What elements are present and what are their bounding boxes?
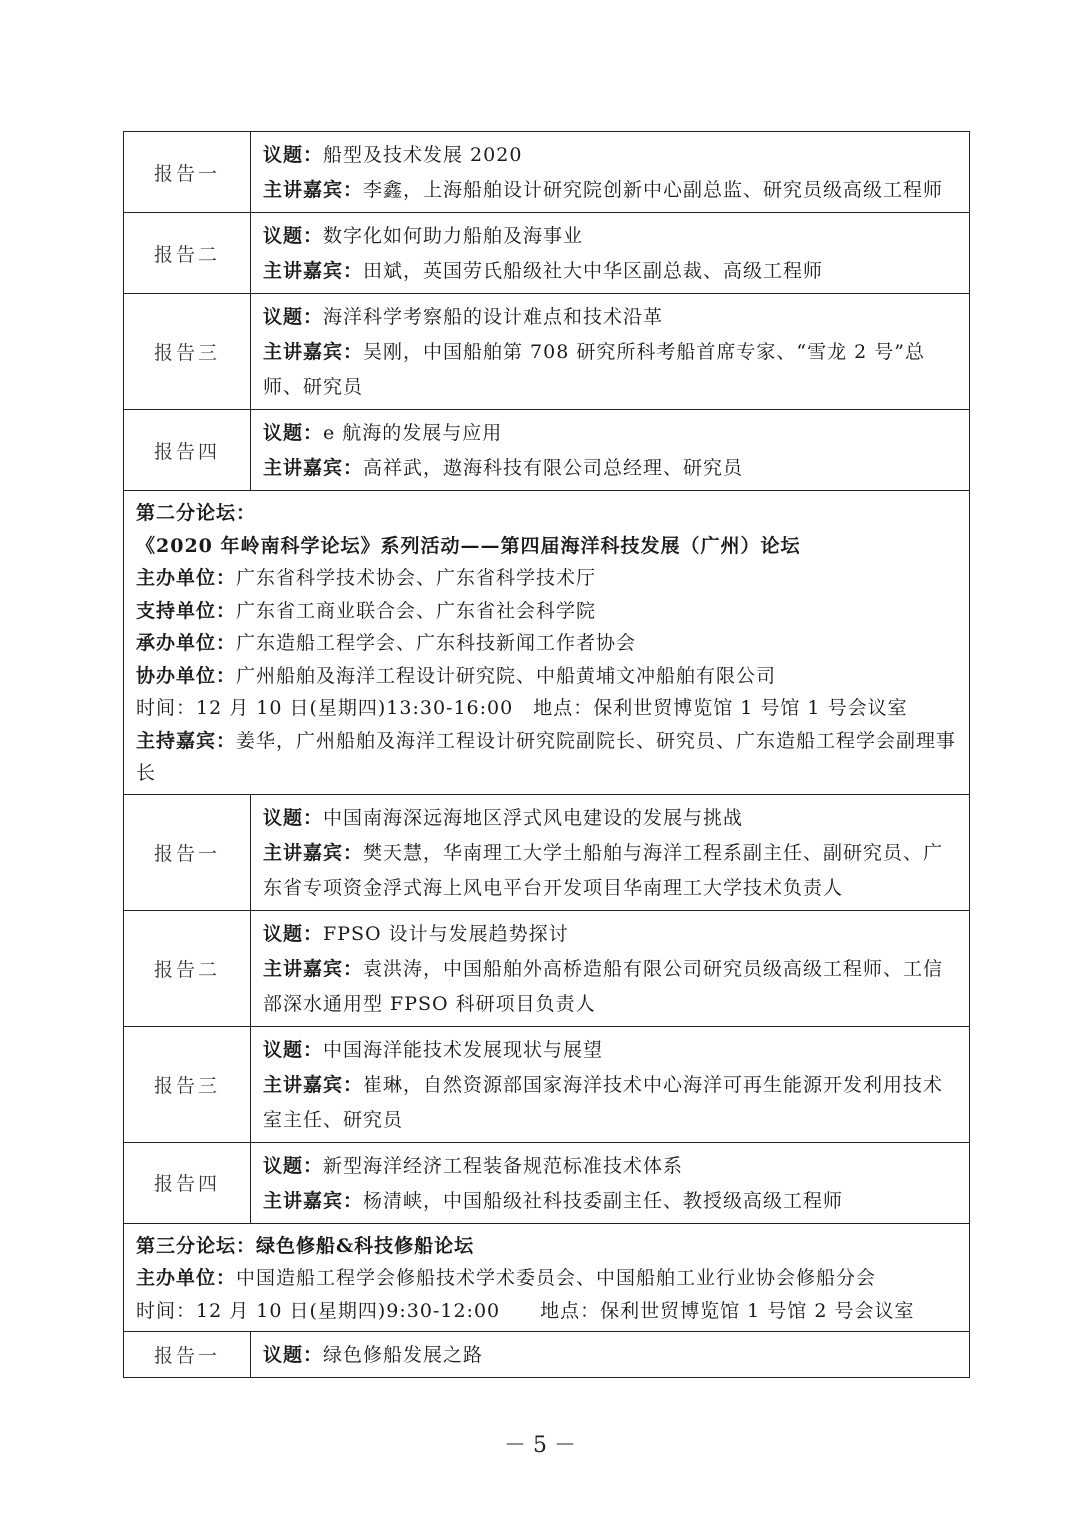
forum-subtitle: 《2020 年岭南科学论坛》系列活动——第四届海洋科技发展（广州）论坛 bbox=[136, 534, 801, 557]
speaker-line bbox=[263, 952, 961, 1022]
speaker-text: 杨清峡，中国船级社科技委副主任、教授级高级工程师 bbox=[363, 1189, 844, 1212]
topic-label: 议题： bbox=[263, 422, 324, 444]
topic-text: 绿色修船发展之路 bbox=[323, 1344, 484, 1366]
table-row bbox=[124, 410, 969, 491]
speaker-line bbox=[263, 1184, 961, 1219]
report-label: 报告三 bbox=[124, 1027, 251, 1142]
organizer-label: 主办单位： bbox=[136, 1267, 237, 1289]
table-row bbox=[124, 213, 969, 294]
report-label: 报告一 bbox=[124, 795, 251, 910]
organizer-line bbox=[136, 562, 959, 595]
speaker-label: 主讲嘉宾： bbox=[263, 1073, 364, 1096]
topic-line bbox=[263, 801, 961, 836]
topic-line bbox=[263, 1149, 961, 1184]
report-content bbox=[251, 410, 969, 490]
forum3-info bbox=[124, 1224, 924, 1332]
topic-label: 议题： bbox=[263, 1344, 324, 1366]
topic-line bbox=[263, 416, 961, 451]
report-content bbox=[251, 294, 969, 409]
co-organizer-text: 广州船舶及海洋工程设计研究院、中船黄埔文冲船舶有限公司 bbox=[236, 664, 777, 687]
report-content bbox=[251, 795, 969, 910]
supporter-line bbox=[136, 595, 959, 628]
organizer-text: 中国造船工程学会修船技术学术委员会、中国船舶工业行业协会修船分会 bbox=[236, 1267, 877, 1289]
topic-text: 海洋科学考察船的设计难点和技术沿革 bbox=[323, 306, 664, 328]
speaker-line bbox=[263, 335, 961, 405]
speaker-text: 袁洪涛，中国船舶外高桥造船有限公司研究员级高级工程师、工信部深水通用型 FPSO 科研项目负责人 bbox=[263, 957, 944, 1015]
report-label: 报告二 bbox=[124, 213, 251, 293]
topic-label: 议题： bbox=[263, 806, 324, 829]
topic-line bbox=[263, 917, 961, 952]
forum-heading: 第三分论坛：绿色修船&科技修船论坛 bbox=[136, 1234, 475, 1257]
time-place-line: 时间：12 月 10 日(星期四)13:30-16:00 地点：保利世贸博览馆 1 号馆 1 号会议室 bbox=[136, 697, 908, 719]
topic-label: 议题： bbox=[263, 225, 324, 247]
topic-line bbox=[263, 1338, 961, 1373]
speaker-line bbox=[263, 173, 961, 208]
topic-label: 议题： bbox=[263, 144, 324, 166]
speaker-line bbox=[263, 1068, 961, 1138]
speaker-label: 主讲嘉宾： bbox=[263, 841, 364, 864]
forum-info-row bbox=[124, 1224, 969, 1333]
topic-text: 船型及技术发展 2020 bbox=[323, 144, 523, 166]
speaker-text: 樊天慧，华南理工大学土船舶与海洋工程系副主任、副研究员、广东省专项资金浮式海上风电平台开发项目华南理工大学技术负责人 bbox=[263, 841, 944, 899]
time-place-line: 时间：12 月 10 日(星期四)9:30-12:00 地点：保利世贸博览馆 1 号馆 2 号会议室 bbox=[136, 1299, 915, 1322]
report-label: 报告四 bbox=[124, 410, 251, 490]
report-label: 报告四 bbox=[124, 1143, 251, 1223]
report-content bbox=[251, 132, 969, 212]
speaker-line bbox=[263, 836, 961, 906]
table-row bbox=[124, 1332, 969, 1377]
table-row bbox=[124, 795, 969, 911]
co-organizer-label: 协办单位： bbox=[136, 664, 237, 687]
speaker-line bbox=[263, 451, 961, 486]
topic-text: 中国海洋能技术发展现状与展望 bbox=[323, 1038, 604, 1061]
speaker-label: 主讲嘉宾： bbox=[263, 1189, 364, 1212]
report-content bbox=[251, 911, 969, 1026]
host-line bbox=[136, 725, 959, 790]
report-content bbox=[251, 1143, 969, 1223]
host-label: 主持嘉宾： bbox=[136, 729, 237, 752]
organizer-line bbox=[136, 1262, 914, 1295]
forum-heading: 第二分论坛： bbox=[136, 502, 257, 524]
speaker-label: 主讲嘉宾： bbox=[263, 179, 364, 201]
report-content bbox=[251, 1332, 969, 1377]
co-organizer-line bbox=[136, 660, 959, 693]
host-text: 姜华，广州船舶及海洋工程设计研究院副院长、研究员、广东造船工程学会副理事长 bbox=[136, 729, 957, 784]
organizer-text: 广东省科学技术协会、广东省科学技术厅 bbox=[236, 567, 597, 589]
undertaker-label: 承办单位： bbox=[136, 632, 237, 654]
speaker-label: 主讲嘉宾： bbox=[263, 341, 364, 363]
organizer-label: 主办单位： bbox=[136, 567, 237, 589]
report-label: 报告三 bbox=[124, 294, 251, 409]
forum-info-row bbox=[124, 491, 969, 795]
speaker-label: 主讲嘉宾： bbox=[263, 957, 364, 980]
topic-line bbox=[263, 138, 961, 173]
topic-label: 议题： bbox=[263, 1038, 324, 1061]
topic-label: 议题： bbox=[263, 306, 324, 328]
page-number: － 5 － bbox=[504, 1433, 576, 1458]
table-row bbox=[124, 294, 969, 410]
topic-text: 中国南海深远海地区浮式风电建设的发展与挑战 bbox=[323, 806, 744, 829]
speaker-text: 吴刚，中国船舶第 708 研究所科考船首席专家、“雪龙 2 号”总师、研究员 bbox=[263, 341, 925, 398]
speaker-label: 主讲嘉宾： bbox=[263, 457, 364, 479]
topic-text: e 航海的发展与应用 bbox=[323, 422, 503, 444]
supporter-label: 支持单位： bbox=[136, 599, 237, 622]
topic-line bbox=[263, 1033, 961, 1068]
table-row bbox=[124, 132, 969, 213]
topic-text: 数字化如何助力船舶及海事业 bbox=[323, 225, 584, 247]
table-row bbox=[124, 1143, 969, 1224]
topic-text: FPSO 设计与发展趋势探讨 bbox=[323, 922, 569, 945]
supporter-text: 广东省工商业联合会、广东省社会科学院 bbox=[236, 599, 597, 622]
speaker-label: 主讲嘉宾： bbox=[263, 260, 364, 282]
topic-line bbox=[263, 219, 961, 254]
schedule-table bbox=[123, 131, 970, 1378]
report-content bbox=[251, 213, 969, 293]
speaker-text: 田斌，英国劳氏船级社大中华区副总裁、高级工程师 bbox=[363, 260, 824, 282]
forum2-info bbox=[124, 491, 969, 794]
report-label: 报告一 bbox=[124, 132, 251, 212]
topic-line bbox=[263, 300, 961, 335]
table-row bbox=[124, 1027, 969, 1143]
report-label: 报告一 bbox=[124, 1332, 251, 1377]
speaker-line bbox=[263, 254, 961, 289]
topic-text: 新型海洋经济工程装备规范标准技术体系 bbox=[323, 1154, 684, 1177]
undertaker-line bbox=[136, 627, 959, 660]
table-row bbox=[124, 911, 969, 1027]
speaker-text: 崔琳，自然资源部国家海洋技术中心海洋可再生能源开发利用技术室主任、研究员 bbox=[263, 1073, 944, 1131]
report-label: 报告二 bbox=[124, 911, 251, 1026]
report-content bbox=[251, 1027, 969, 1142]
topic-label: 议题： bbox=[263, 922, 324, 945]
topic-label: 议题： bbox=[263, 1154, 324, 1177]
undertaker-text: 广东造船工程学会、广东科技新闻工作者协会 bbox=[236, 632, 637, 654]
speaker-text: 高祥武，遨海科技有限公司总经理、研究员 bbox=[363, 457, 744, 479]
speaker-text: 李鑫，上海船舶设计研究院创新中心副总监、研究员级高级工程师 bbox=[363, 179, 944, 201]
